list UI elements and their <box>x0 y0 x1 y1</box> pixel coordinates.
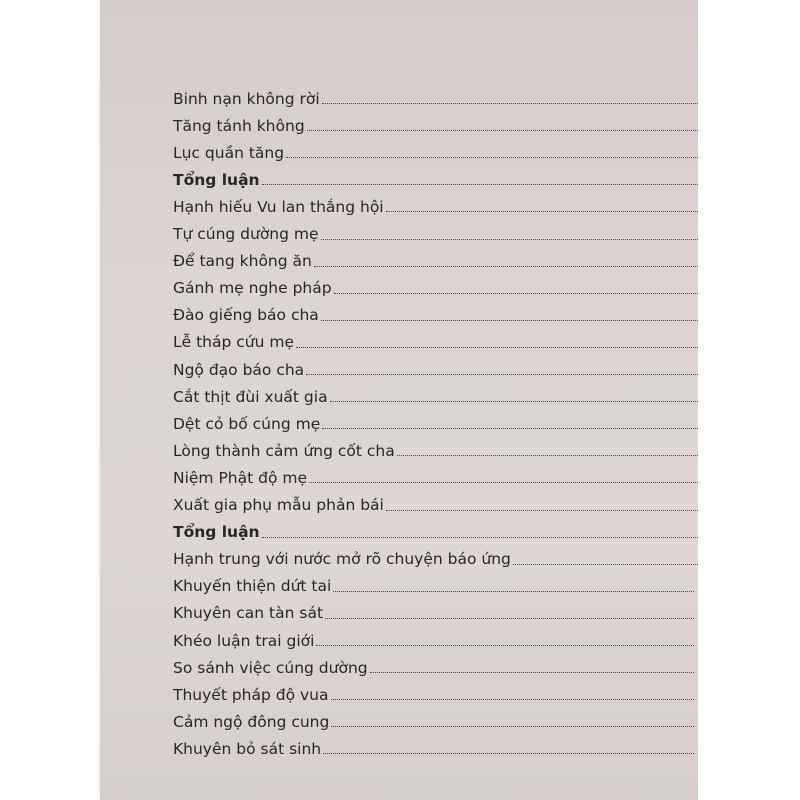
toc-entry <box>173 731 726 757</box>
toc-entry <box>173 406 726 432</box>
toc-dot-leader <box>286 157 704 158</box>
toc-dot-leader <box>331 699 695 700</box>
toc-dot-leader <box>307 130 705 131</box>
toc-entry-title: Tự cúng dường mẹ <box>173 225 319 243</box>
toc-entry-title: Tổng luận <box>173 523 260 542</box>
toc-entry <box>173 217 726 243</box>
toc-entry <box>173 298 726 324</box>
toc-entry-title: Hạnh hiếu Vu lan thắng hội <box>173 197 384 216</box>
toc-entry-title: Hạnh trung với nước mở rõ chuyện báo ứng <box>173 550 511 569</box>
toc-entry-title: Khuyên bỏ sát sinh <box>173 739 322 758</box>
toc-entry <box>173 108 726 134</box>
toc-dot-leader <box>321 320 704 321</box>
book-page <box>100 0 698 800</box>
toc-entry <box>173 189 726 215</box>
toc-entry <box>173 542 726 568</box>
toc-dot-leader <box>321 239 705 240</box>
toc-dot-leader <box>322 428 704 429</box>
toc-section-heading <box>173 515 726 541</box>
toc-entry <box>173 244 726 270</box>
background-left <box>0 0 100 800</box>
toc-entry-title: Lục quần tăng <box>173 143 285 162</box>
toc-entry <box>173 460 726 486</box>
toc-entry-title: Xuất gia phụ mẫu phản bái <box>173 496 384 514</box>
toc-entry <box>173 650 726 676</box>
toc-entry <box>173 352 726 378</box>
toc-dot-leader <box>262 537 705 538</box>
toc-entry-title: Thuyết pháp độ vua <box>173 685 329 704</box>
toc-entry-title: Ngộ đạo báo cha <box>173 360 305 379</box>
toc-entry-title: Niệm Phật độ mẹ <box>173 468 308 487</box>
toc-dot-leader <box>323 753 694 754</box>
toc-entry <box>173 488 726 514</box>
toc-dot-leader <box>325 618 694 619</box>
toc-entry <box>173 379 726 405</box>
toc-entry-title: So sánh việc cúng dường <box>173 658 368 677</box>
toc-entry <box>173 271 726 297</box>
toc-dot-leader <box>331 726 694 727</box>
toc-entry-title: Khuyến thiện dứt tai <box>173 577 332 596</box>
toc-entry <box>173 704 726 730</box>
toc-dot-leader <box>513 564 704 565</box>
toc-entry-title: Gánh mẹ nghe pháp <box>173 279 332 298</box>
toc-entry-title: Binh nạn không rời <box>173 89 320 108</box>
toc-entry <box>173 135 726 161</box>
toc-dot-leader <box>322 103 705 104</box>
toc-entry-title: Tăng tánh không <box>173 116 305 135</box>
toc-dot-leader <box>333 591 694 592</box>
toc-entry-title: Cảm ngộ đông cung <box>173 712 330 731</box>
toc-dot-leader <box>306 374 704 375</box>
toc-entry <box>173 569 726 595</box>
toc-entry <box>173 81 726 107</box>
toc-entry <box>173 623 726 649</box>
toc-dot-leader <box>334 293 705 294</box>
toc-section-heading <box>173 162 726 188</box>
toc-entry-title: Để tang không ăn <box>173 252 312 271</box>
toc-dot-leader <box>370 672 695 673</box>
toc-entry-title: Tổng luận <box>173 170 260 189</box>
table-of-contents <box>100 0 698 800</box>
toc-dot-leader <box>314 266 704 267</box>
toc-dot-leader <box>309 482 704 483</box>
toc-entry-title: Cắt thịt đùi xuất gia <box>173 387 328 406</box>
toc-entry-title: Đào giếng báo cha <box>173 306 319 325</box>
toc-dot-leader <box>397 455 705 456</box>
toc-entry-title: Lòng thành cảm ứng cốt cha <box>173 441 395 460</box>
toc-dot-leader <box>296 347 704 348</box>
toc-entry-title: Lễ tháp cứu mẹ <box>173 333 294 352</box>
toc-entry <box>173 677 726 703</box>
toc-dot-leader <box>262 184 705 185</box>
toc-dot-leader <box>386 211 705 212</box>
toc-entry-title: Khuyên can tàn sát <box>173 604 324 623</box>
background-right <box>698 0 800 800</box>
toc-entry <box>173 325 726 351</box>
toc-dot-leader <box>330 401 705 402</box>
toc-entry <box>173 596 726 622</box>
toc-entry <box>173 433 726 459</box>
toc-dot-leader <box>386 510 704 511</box>
toc-entry-title: Khéo luận trai giới <box>173 631 315 650</box>
toc-dot-leader <box>316 645 694 646</box>
toc-entry-title: Dệt cỏ bố cúng mẹ <box>173 414 321 433</box>
